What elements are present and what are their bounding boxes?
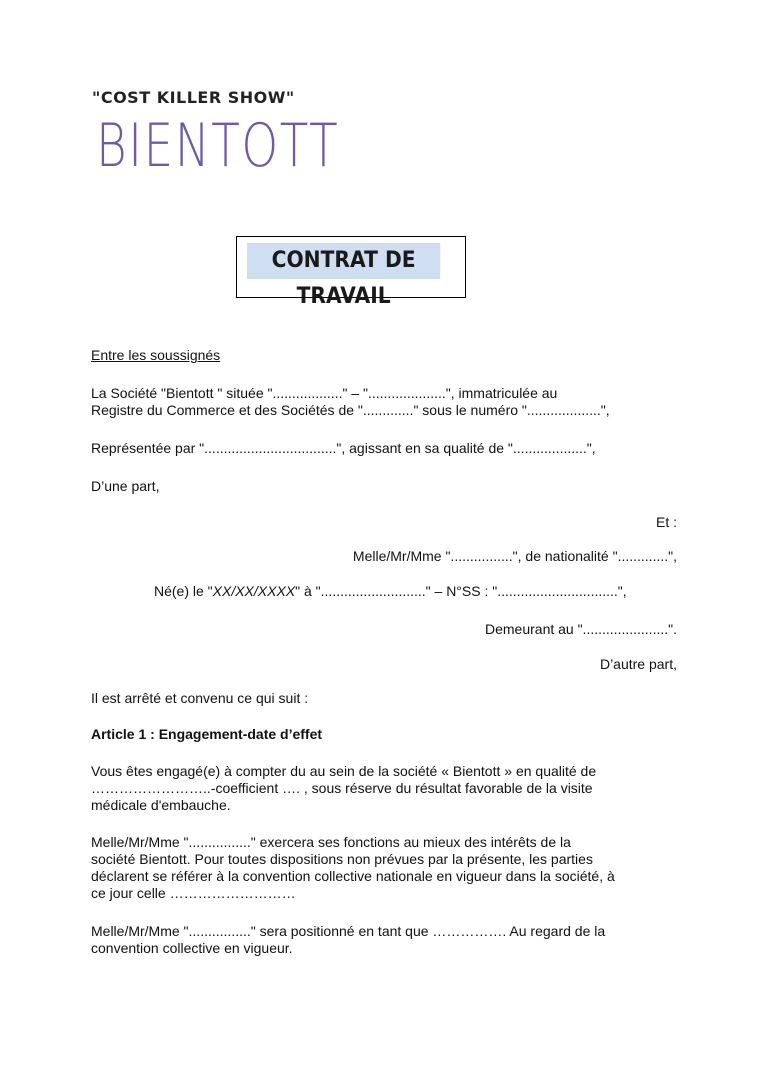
article1-p1-line-2: ……………………..-coefficient …. , sous réserve du résultat favorable de la visite (91, 780, 593, 796)
article1-p2-line-2: société Bientott. Pour toutes dispositions non prévues par la présente, les parties (91, 851, 593, 867)
employee-nationality-line: Melle/Mr/Mme "................", de nationalité ".............", (352, 548, 677, 564)
article1-paragraph-3 (91, 923, 677, 957)
article1-title: Article 1 : Engagement-date d’effet (91, 726, 323, 742)
article1-p2-line-4: ce jour celle ……………………… (91, 885, 296, 901)
article1-p3-line-1: Melle/Mr/Mme "................" sera positionné en tant que ……………. Au regard de la (91, 923, 606, 939)
article1-p2-line-3: déclarent se référer à la convention collective nationale en vigueur dans la société, à (91, 868, 615, 884)
born-line (154, 583, 677, 600)
between-heading: Entre les soussignés (91, 347, 221, 363)
logo-tagline: "COST KILLER SHOW" (92, 88, 295, 107)
company-line-2: Registre du Commerce et des Sociétés de "............." sous le numéro "...................", (91, 402, 610, 418)
born-date: XX/XX/XXXX (212, 583, 296, 599)
residing-line: Demeurant au "......................". (484, 621, 677, 637)
and-line: Et : (655, 514, 677, 530)
article1-p2-line-1: Melle/Mr/Mme "................" exercera ses fonctions au mieux des intérêts de la (91, 834, 571, 850)
one-part-line: D’une part, (91, 478, 160, 494)
born-prefix: Né(e) le " (154, 583, 213, 599)
article1-paragraph-1 (91, 763, 677, 814)
article1-p1-line-1: Vous êtes engagé(e) à compter du au sein de la société « Bientott » en qualité de (91, 763, 597, 779)
company-line-1: La Société "Bientott " située ".................." – "....................", immatriculée au (91, 385, 558, 401)
represented-line: Représentée par "..................................", agissant en sa qualité de "...................", (91, 440, 596, 456)
contract-title: CONTRAT DE TRAVAIL (247, 243, 440, 279)
agreed-line: Il est arrêté et convenu ce qui suit : (91, 690, 309, 706)
born-suffix: " à "..........................." – N°SS : "...............................", (295, 583, 627, 599)
company-paragraph (91, 385, 677, 419)
article1-paragraph-2 (91, 834, 677, 902)
other-part-line: D’autre part, (599, 656, 677, 672)
logo-company-name: BIENTOTT (96, 111, 340, 181)
title-box (236, 236, 466, 309)
article1-p3-line-2: convention collective en vigueur. (91, 940, 293, 956)
article1-p1-line-3: médicale d'embauche. (91, 797, 231, 813)
